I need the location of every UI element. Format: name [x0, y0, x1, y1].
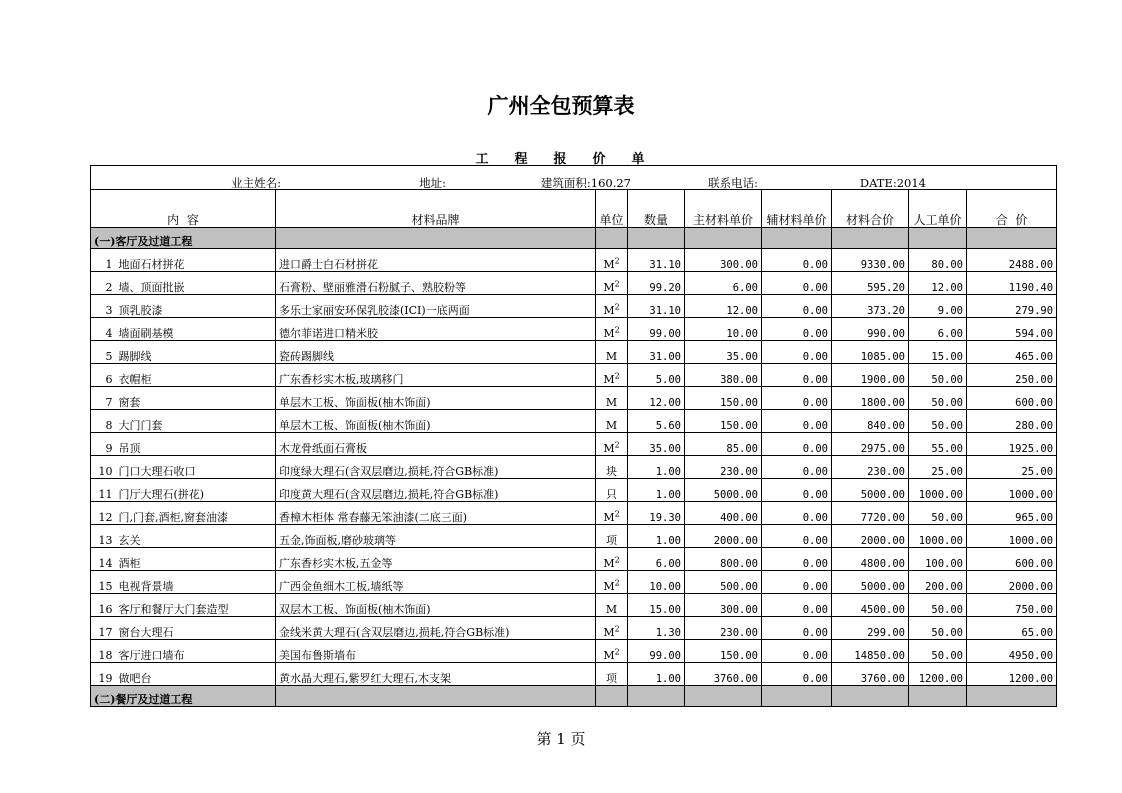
- item-labor-price: 1000.00: [909, 479, 967, 502]
- item-name: 门口大理石收口: [116, 456, 276, 479]
- item-main-price: 150.00: [685, 640, 762, 663]
- table-row: [91, 341, 1057, 364]
- item-unit: $M^2$: [596, 318, 628, 341]
- item-brand: 印度绿大理石(含双层磨边,损耗,符合GB标准): [276, 456, 596, 479]
- item-main-price: 3760.00: [685, 663, 762, 686]
- item-name: 吊顶: [116, 433, 276, 456]
- item-unit: $M^2$: [596, 433, 628, 456]
- table-row: [91, 456, 1057, 479]
- row-number: 19: [91, 663, 116, 686]
- unit-superscript: 2: [614, 371, 620, 381]
- item-aux-price: 0.00: [762, 663, 832, 686]
- item-main-price: 6.00: [685, 272, 762, 295]
- item-brand: 广东香杉实木板,五金等: [276, 548, 596, 571]
- item-qty: 1.00: [628, 663, 685, 686]
- page-title: 广州全包预算表: [487, 94, 635, 118]
- item-aux-price: 0.00: [762, 456, 832, 479]
- row-number: 14: [91, 548, 116, 571]
- item-name: 电视背景墙: [116, 571, 276, 594]
- item-main-price: 300.00: [685, 594, 762, 617]
- item-name: 玄关: [116, 525, 276, 548]
- item-qty: 99.00: [628, 640, 685, 663]
- item-labor-price: 9.00: [909, 295, 967, 318]
- table-row: [91, 364, 1057, 387]
- item-unit: $M^2$: [596, 548, 628, 571]
- phone-label: 联系电话:: [708, 176, 758, 190]
- item-total: 1000.00: [967, 479, 1057, 502]
- item-aux-price: 0.00: [762, 387, 832, 410]
- date-label: DATE:2014: [859, 176, 926, 190]
- item-aux-price: 0.00: [762, 640, 832, 663]
- item-qty: 12.00: [628, 387, 685, 410]
- unit-superscript: 2: [614, 302, 620, 312]
- item-qty: 31.10: [628, 295, 685, 318]
- item-unit: $M^2$: [596, 617, 628, 640]
- item-labor-price: 200.00: [909, 571, 967, 594]
- table-row: [91, 272, 1057, 295]
- item-unit: 块: [596, 456, 628, 479]
- item-main-price: 85.00: [685, 433, 762, 456]
- unit-superscript: 2: [614, 647, 620, 657]
- row-number: 7: [91, 387, 116, 410]
- item-qty: 10.00: [628, 571, 685, 594]
- item-unit: M: [596, 410, 628, 433]
- item-material-total: 595.20: [832, 272, 909, 295]
- item-qty: 19.30: [628, 502, 685, 525]
- item-brand: 德尔菲诺进口精米胶: [276, 318, 596, 341]
- item-unit: $M^2$: [596, 502, 628, 525]
- item-material-total: 299.00: [832, 617, 909, 640]
- item-unit: $M^2$: [596, 571, 628, 594]
- item-total: 465.00: [967, 341, 1057, 364]
- unit-superscript: 2: [614, 509, 620, 519]
- item-main-price: 300.00: [685, 249, 762, 272]
- item-name: 窗台大理石: [116, 617, 276, 640]
- item-material-total: 14850.00: [832, 640, 909, 663]
- section-row: [91, 228, 1057, 249]
- item-unit: $M^2$: [596, 272, 628, 295]
- item-material-total: 1085.00: [832, 341, 909, 364]
- item-aux-price: 0.00: [762, 617, 832, 640]
- item-labor-price: 55.00: [909, 433, 967, 456]
- item-main-price: 150.00: [685, 387, 762, 410]
- item-material-total: 373.20: [832, 295, 909, 318]
- item-qty: 15.00: [628, 594, 685, 617]
- row-number: 9: [91, 433, 116, 456]
- item-unit: $M^2$: [596, 640, 628, 663]
- table-row: [91, 571, 1057, 594]
- row-number: 10: [91, 456, 116, 479]
- item-aux-price: 0.00: [762, 341, 832, 364]
- item-unit: M: [596, 341, 628, 364]
- header-labor-price: 人工单价: [909, 190, 967, 228]
- item-qty: 1.30: [628, 617, 685, 640]
- row-number: 12: [91, 502, 116, 525]
- item-main-price: 10.00: [685, 318, 762, 341]
- item-total: 279.90: [967, 295, 1057, 318]
- item-aux-price: 0.00: [762, 272, 832, 295]
- item-total: 965.00: [967, 502, 1057, 525]
- item-brand: 石膏粉、壁丽雅滑石粉腻子、熟胶粉等: [276, 272, 596, 295]
- item-total: 65.00: [967, 617, 1057, 640]
- item-main-price: 230.00: [685, 456, 762, 479]
- item-material-total: 2000.00: [832, 525, 909, 548]
- row-number: 11: [91, 479, 116, 502]
- info-row: [91, 166, 1057, 190]
- header-material-total: 材料合价: [832, 190, 909, 228]
- item-aux-price: 0.00: [762, 249, 832, 272]
- item-material-total: 990.00: [832, 318, 909, 341]
- item-main-price: 380.00: [685, 364, 762, 387]
- item-aux-price: 0.00: [762, 594, 832, 617]
- page-footer: 第 1 页: [536, 730, 586, 748]
- row-number: 15: [91, 571, 116, 594]
- item-name: 酒柜: [116, 548, 276, 571]
- item-labor-price: 50.00: [909, 410, 967, 433]
- item-aux-price: 0.00: [762, 410, 832, 433]
- item-brand: 多乐士家丽安环保乳胶漆(ICI)一底两面: [276, 295, 596, 318]
- item-brand: 瓷砖踢脚线: [276, 341, 596, 364]
- item-labor-price: 1200.00: [909, 663, 967, 686]
- row-number: 1: [91, 249, 116, 272]
- item-aux-price: 0.00: [762, 364, 832, 387]
- item-main-price: 800.00: [685, 548, 762, 571]
- row-number: 17: [91, 617, 116, 640]
- header-main-price: 主材料单价: [685, 190, 762, 228]
- item-brand: 单层木工板、饰面板(柚木饰面): [276, 410, 596, 433]
- item-brand: 单层木工板、饰面板(柚木饰面): [276, 387, 596, 410]
- item-brand: 金线米黄大理石(含双层磨边,损耗,符合GB标准): [276, 617, 596, 640]
- item-material-total: 5000.00: [832, 479, 909, 502]
- row-number: 8: [91, 410, 116, 433]
- item-material-total: 3760.00: [832, 663, 909, 686]
- item-aux-price: 0.00: [762, 318, 832, 341]
- item-total: 4950.00: [967, 640, 1057, 663]
- header-qty: 数量: [628, 190, 685, 228]
- item-unit: 只: [596, 479, 628, 502]
- item-total: 1200.00: [967, 663, 1057, 686]
- item-material-total: 4500.00: [832, 594, 909, 617]
- unit-superscript: 2: [614, 555, 620, 565]
- item-name: 墙、顶面批嵌: [116, 272, 276, 295]
- item-name: 客厅进口墙布: [116, 640, 276, 663]
- item-brand: 香樟木柜体 常春藤无笨油漆(二底三面): [276, 502, 596, 525]
- item-brand: 五金,饰面板,磨砂玻璃等: [276, 525, 596, 548]
- header-unit: 单位: [596, 190, 628, 228]
- item-name: 墙面刷基模: [116, 318, 276, 341]
- row-number: 18: [91, 640, 116, 663]
- item-total: 1925.00: [967, 433, 1057, 456]
- item-aux-price: 0.00: [762, 548, 832, 571]
- unit-superscript: 2: [614, 624, 620, 634]
- row-number: 13: [91, 525, 116, 548]
- table-row: [91, 640, 1057, 663]
- item-name: 衣帽柜: [116, 364, 276, 387]
- item-material-total: 7720.00: [832, 502, 909, 525]
- unit-superscript: 2: [614, 440, 620, 450]
- item-main-price: 400.00: [685, 502, 762, 525]
- item-name: 顶乳胶漆: [116, 295, 276, 318]
- item-qty: 99.20: [628, 272, 685, 295]
- address-label: 地址:: [419, 176, 446, 190]
- item-aux-price: 0.00: [762, 479, 832, 502]
- item-main-price: 230.00: [685, 617, 762, 640]
- table-row: [91, 433, 1057, 456]
- unit-superscript: 2: [614, 256, 620, 266]
- item-name: 大门门套: [116, 410, 276, 433]
- item-main-price: 35.00: [685, 341, 762, 364]
- section-title: (一)客厅及过道工程: [91, 228, 276, 249]
- item-total: 1000.00: [967, 525, 1057, 548]
- item-labor-price: 100.00: [909, 548, 967, 571]
- item-labor-price: 12.00: [909, 272, 967, 295]
- item-aux-price: 0.00: [762, 571, 832, 594]
- item-qty: 1.00: [628, 525, 685, 548]
- item-name: 门厅大理石(拼花): [116, 479, 276, 502]
- item-material-total: 2975.00: [832, 433, 909, 456]
- item-labor-price: 50.00: [909, 502, 967, 525]
- item-aux-price: 0.00: [762, 525, 832, 548]
- header-row: [91, 190, 1057, 228]
- unit-superscript: 2: [614, 325, 620, 335]
- item-labor-price: 50.00: [909, 594, 967, 617]
- item-material-total: 230.00: [832, 456, 909, 479]
- item-unit: M: [596, 594, 628, 617]
- item-qty: 35.00: [628, 433, 685, 456]
- header-brand: 材料品牌: [276, 190, 596, 228]
- table-row: [91, 410, 1057, 433]
- item-main-price: 500.00: [685, 571, 762, 594]
- unit-superscript: 2: [614, 578, 620, 588]
- item-material-total: 840.00: [832, 410, 909, 433]
- header-total: 合 价: [967, 190, 1057, 228]
- item-qty: 5.60: [628, 410, 685, 433]
- item-total: 25.00: [967, 456, 1057, 479]
- table-row: [91, 548, 1057, 571]
- item-name: 做吧台: [116, 663, 276, 686]
- table-row: [91, 387, 1057, 410]
- item-unit: 项: [596, 525, 628, 548]
- item-material-total: 5000.00: [832, 571, 909, 594]
- item-labor-price: 15.00: [909, 341, 967, 364]
- item-main-price: 5000.00: [685, 479, 762, 502]
- item-aux-price: 0.00: [762, 502, 832, 525]
- item-qty: 31.10: [628, 249, 685, 272]
- item-total: 750.00: [967, 594, 1057, 617]
- item-main-price: 12.00: [685, 295, 762, 318]
- item-total: 600.00: [967, 548, 1057, 571]
- table-row: [91, 663, 1057, 686]
- header-aux-price: 辅材料单价: [762, 190, 832, 228]
- row-number: 2: [91, 272, 116, 295]
- item-main-price: 150.00: [685, 410, 762, 433]
- item-unit: 项: [596, 663, 628, 686]
- table-row: [91, 249, 1057, 272]
- table-row: [91, 525, 1057, 548]
- section-title: (二)餐厅及过道工程: [91, 686, 276, 707]
- item-total: 2000.00: [967, 571, 1057, 594]
- item-labor-price: 80.00: [909, 249, 967, 272]
- item-labor-price: 25.00: [909, 456, 967, 479]
- item-brand: 黄水晶大理石,紫罗红大理石,木支架: [276, 663, 596, 686]
- table-row: [91, 295, 1057, 318]
- item-name: 客厅和餐厅大门套造型: [116, 594, 276, 617]
- item-unit: M: [596, 387, 628, 410]
- item-brand: 木龙骨纸面石膏板: [276, 433, 596, 456]
- item-brand: 美国布鲁斯墙布: [276, 640, 596, 663]
- item-unit: $M^2$: [596, 249, 628, 272]
- item-qty: 1.00: [628, 456, 685, 479]
- item-material-total: 9330.00: [832, 249, 909, 272]
- item-total: 280.00: [967, 410, 1057, 433]
- item-aux-price: 0.00: [762, 295, 832, 318]
- table-row: [91, 594, 1057, 617]
- item-labor-price: 6.00: [909, 318, 967, 341]
- item-unit: $M^2$: [596, 364, 628, 387]
- unit-superscript: 2: [614, 279, 620, 289]
- item-material-total: 1900.00: [832, 364, 909, 387]
- item-qty: 99.00: [628, 318, 685, 341]
- item-qty: 1.00: [628, 479, 685, 502]
- item-brand: 广西金鱼细木工板,墙纸等: [276, 571, 596, 594]
- header-content: 内 容: [91, 190, 276, 228]
- row-number: 4: [91, 318, 116, 341]
- item-labor-price: 50.00: [909, 617, 967, 640]
- row-number: 16: [91, 594, 116, 617]
- item-name: 地面石材拼花: [116, 249, 276, 272]
- subtitle: 工程报价单: [475, 152, 671, 167]
- section-row: [91, 686, 1057, 707]
- table-row: [91, 502, 1057, 525]
- area-label: 建筑面积:160.27: [540, 176, 631, 190]
- item-labor-price: 1000.00: [909, 525, 967, 548]
- table-row: [91, 617, 1057, 640]
- item-name: 踢脚线: [116, 341, 276, 364]
- row-number: 5: [91, 341, 116, 364]
- item-total: 1190.40: [967, 272, 1057, 295]
- item-labor-price: 50.00: [909, 640, 967, 663]
- table-row: [91, 479, 1057, 502]
- item-material-total: 4800.00: [832, 548, 909, 571]
- item-qty: 5.00: [628, 364, 685, 387]
- item-total: 2488.00: [967, 249, 1057, 272]
- item-brand: 印度黄大理石(含双层磨边,损耗,符合GB标准): [276, 479, 596, 502]
- item-total: 594.00: [967, 318, 1057, 341]
- item-name: 门,门套,酒柜,窗套油漆: [116, 502, 276, 525]
- row-number: 3: [91, 295, 116, 318]
- item-brand: 进口爵士白石材拼花: [276, 249, 596, 272]
- item-brand: 广东香杉实木板,玻璃移门: [276, 364, 596, 387]
- owner-label: 业主姓名:: [231, 176, 281, 190]
- item-material-total: 1800.00: [832, 387, 909, 410]
- item-unit: $M^2$: [596, 295, 628, 318]
- item-main-price: 2000.00: [685, 525, 762, 548]
- item-labor-price: 50.00: [909, 364, 967, 387]
- item-total: 600.00: [967, 387, 1057, 410]
- row-number: 6: [91, 364, 116, 387]
- item-qty: 31.00: [628, 341, 685, 364]
- item-aux-price: 0.00: [762, 433, 832, 456]
- item-total: 250.00: [967, 364, 1057, 387]
- table-row: [91, 318, 1057, 341]
- item-qty: 6.00: [628, 548, 685, 571]
- quote-table: [90, 165, 1057, 707]
- item-labor-price: 50.00: [909, 387, 967, 410]
- item-name: 窗套: [116, 387, 276, 410]
- item-brand: 双层木工板、饰面板(柚木饰面): [276, 594, 596, 617]
